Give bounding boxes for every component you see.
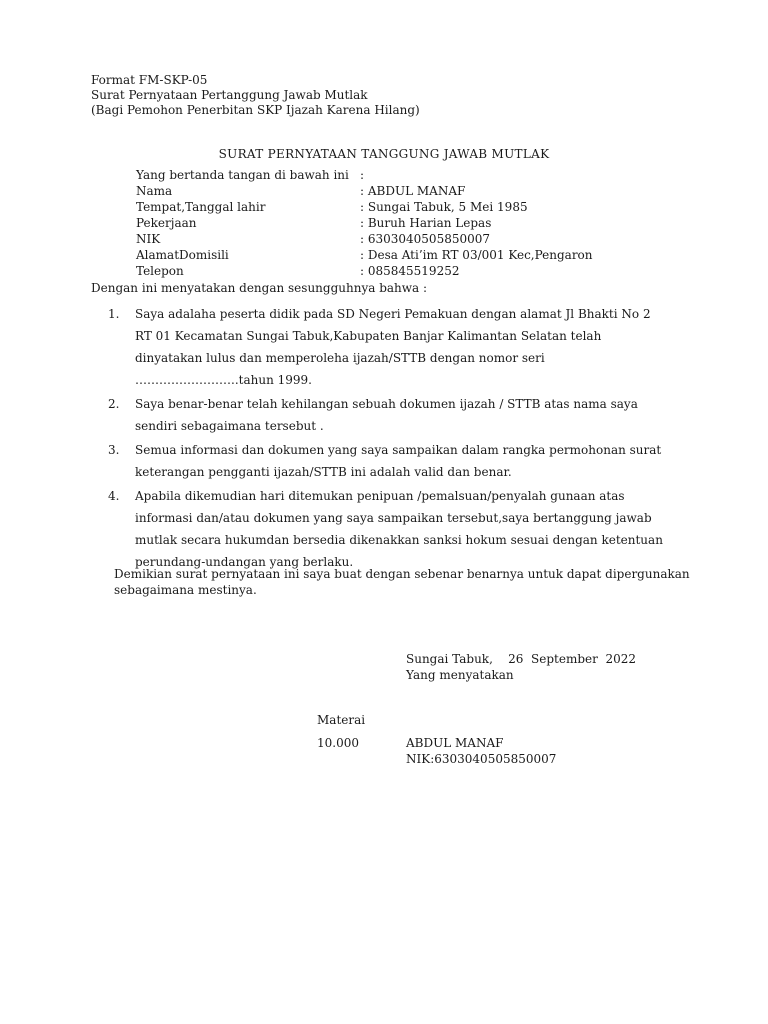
identity-value: : 6303040505850007 (360, 232, 491, 246)
identity-row-name (136, 183, 656, 199)
identity-row-birth (136, 199, 656, 215)
identity-label: NIK (136, 232, 161, 246)
identity-value: : Sungai Tabuk, 5 Mei 1985 (360, 200, 528, 214)
identity-value: : Desa Ati’im RT 03/001 Kec,Pengaron (360, 248, 593, 262)
statement-text: Saya adalaha peserta didik pada SD Negeri Pemakuan dengan alamat Jl Bhakti No 2 RT 01 Kecamatan Sungai Tabuk,Kabupaten Banjar Kalimantan Selatan telah dinyatakan lulus dan memperoleha ijazah/STTB dengan nomor seri ……………………..tahun 1999. (135, 307, 651, 387)
statement-text: Saya benar-benar telah kehilangan sebuah dokumen ijazah / STTB atas nama saya sendiri sebagaimana tersebut . (135, 397, 638, 433)
identity-row-address (136, 247, 656, 263)
identity-value: : Buruh Harian Lepas (360, 216, 492, 230)
statement-number: 2. (108, 397, 120, 411)
statement-list (108, 303, 668, 575)
closing-line: sebagaimana mestinya. (114, 583, 257, 597)
signer-block (406, 735, 556, 767)
statement-item (108, 393, 668, 437)
signer-name: ABDUL MANAF (406, 736, 504, 750)
identity-label: Tempat,Tanggal lahir (136, 200, 266, 214)
closing-line: Demikian surat pernyataan ini saya buat dengan sebenar benarnya untuk dapat dipergunakan (114, 567, 690, 581)
statement-item (108, 439, 668, 483)
identity-intro-value: : (360, 168, 365, 182)
statement-item (108, 485, 668, 573)
statement-text: Semua informasi dan dokumen yang saya sampaikan dalam rangka permohonan surat keterangan pengganti ijazah/STTB ini adalah valid dan benar. (135, 443, 662, 479)
statement-number: 4. (108, 489, 120, 503)
identity-label: AlamatDomisili (136, 248, 229, 262)
statement-text: Apabila dikemudian hari ditemukan penipuan /pemalsuan/penyalah gunaan atas informasi dan/atau dokumen yang saya sampaikan tersebut,saya bertanggung jawab mutlak secara hukumdan bersedia dikenakkan sanksi hokum sesuai dengan ketentuan perundang-undangan yang berlaku. (135, 489, 663, 569)
place-date: Sungai Tabuk, 26 September 2022 (406, 652, 637, 666)
identity-intro-row (136, 167, 656, 183)
signature-place-date (406, 651, 636, 683)
materai-block (317, 712, 365, 758)
statement-number: 3. (108, 443, 120, 457)
identity-label: Pekerjaan (136, 216, 197, 230)
identity-row-phone (136, 263, 656, 279)
materai-label: Materai (317, 713, 366, 727)
form-header (91, 72, 420, 117)
declarer-label: Yang menyatakan (406, 668, 514, 682)
identity-row-nik (136, 231, 656, 247)
closing-paragraph (114, 566, 690, 598)
form-note: (Bagi Pemohon Penerbitan SKP Ijazah Karena Hilang) (91, 103, 420, 117)
signer-nik: NIK:6303040505850007 (406, 752, 557, 766)
identity-intro-label: Yang bertanda tangan di bawah ini (136, 168, 349, 182)
identity-value: : ABDUL MANAF (360, 184, 466, 198)
identity-label: Telepon (136, 264, 184, 278)
statement-intro: Dengan ini menyatakan dengan sesungguhnya bahwa : (91, 281, 428, 295)
form-code: Format FM-SKP-05 (91, 73, 208, 87)
identity-value: : 085845519252 (360, 264, 460, 278)
statement-number: 1. (108, 307, 120, 321)
identity-table (136, 167, 656, 279)
letter-title: SURAT PERNYATAAN TANGGUNG JAWAB MUTLAK (218, 147, 550, 161)
statement-item (108, 303, 668, 391)
form-subject: Surat Pernyataan Pertanggung Jawab Mutlak (91, 88, 368, 102)
materai-value: 10.000 (317, 736, 359, 750)
identity-row-job (136, 215, 656, 231)
identity-label: Nama (136, 184, 173, 198)
